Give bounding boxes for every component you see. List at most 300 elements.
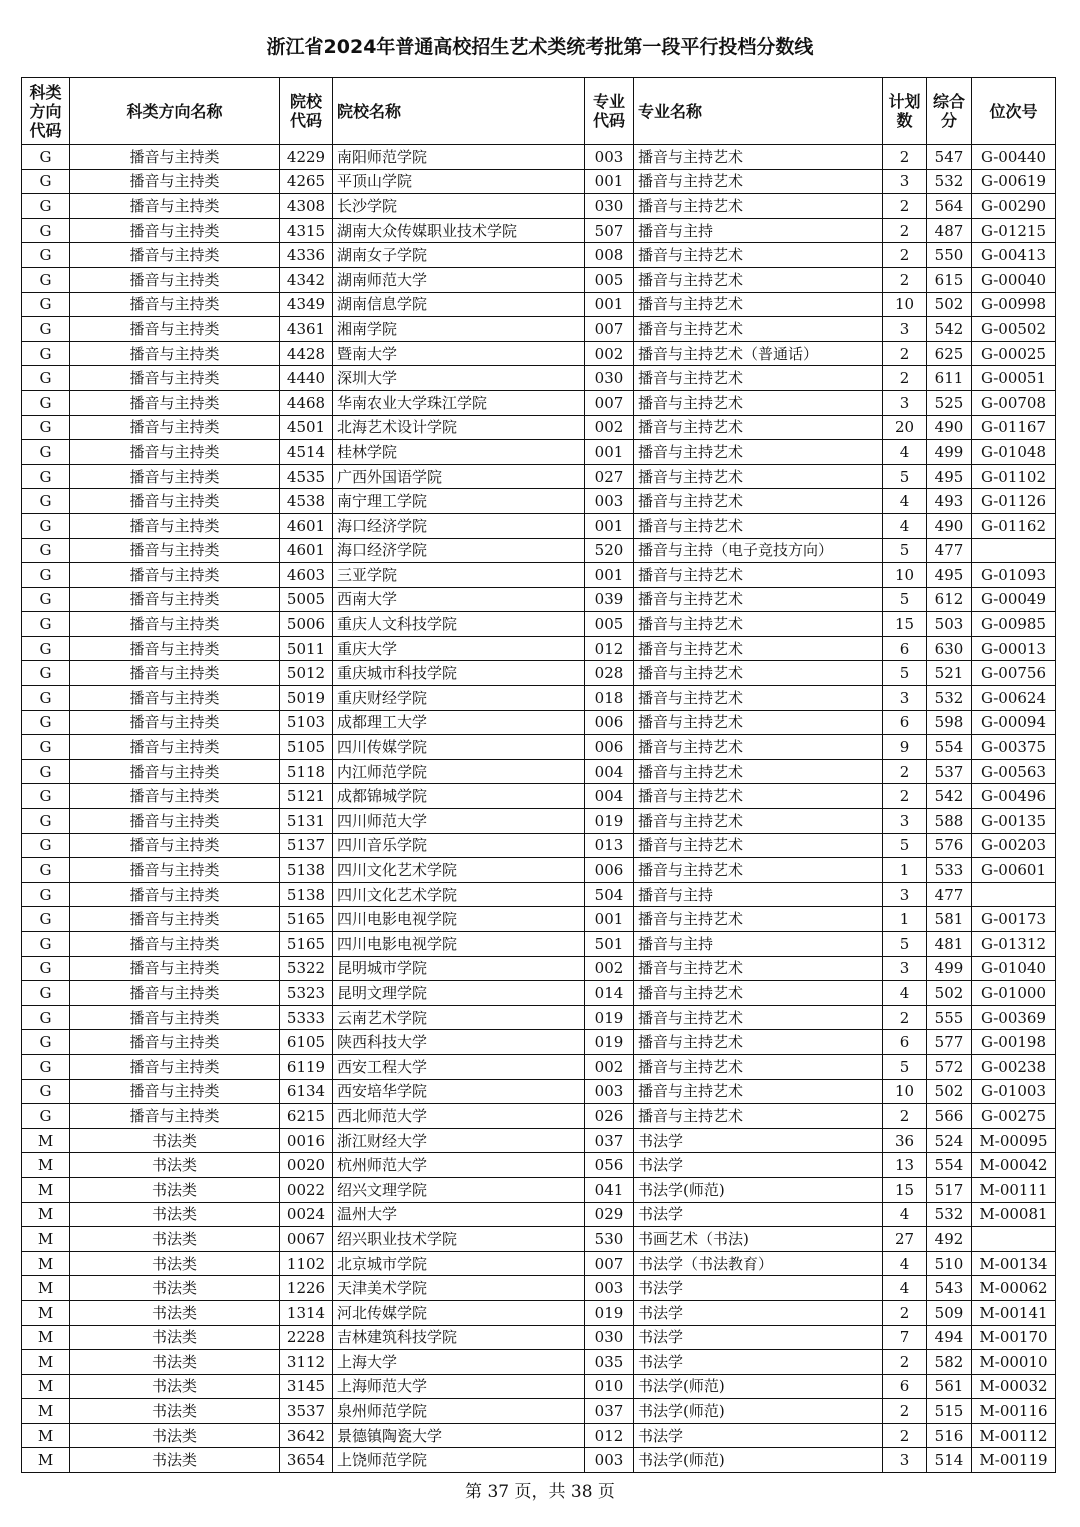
- cell-rank: G-01312: [972, 932, 1056, 957]
- cell-major-code: 007: [585, 1251, 634, 1276]
- cell-plan-count: 2: [883, 366, 927, 391]
- cell-school-name: 四川电影电视学院: [333, 932, 585, 957]
- table-row: [22, 1005, 1056, 1030]
- cell-total-score: 477: [927, 882, 972, 907]
- cell-category-name: 书法类: [70, 1300, 280, 1325]
- cell-category-name: 播音与主持类: [70, 538, 280, 563]
- cell-category-name: 播音与主持类: [70, 956, 280, 981]
- cell-category-name: 播音与主持类: [70, 489, 280, 514]
- table-row: [22, 735, 1056, 760]
- cell-category-code: G: [22, 292, 70, 317]
- cell-total-score: 510: [927, 1251, 972, 1276]
- cell-category-code: M: [22, 1325, 70, 1350]
- cell-school-code: 4468: [280, 390, 333, 415]
- cell-school-code: 4601: [280, 538, 333, 563]
- cell-major-name: 书法学(师范): [634, 1399, 883, 1424]
- cell-category-name: 播音与主持类: [70, 415, 280, 440]
- cell-rank: G-00049: [972, 587, 1056, 612]
- cell-category-name: 播音与主持类: [70, 932, 280, 957]
- cell-major-name: 播音与主持艺术: [634, 686, 883, 711]
- cell-category-name: 播音与主持类: [70, 833, 280, 858]
- cell-school-code: 5165: [280, 907, 333, 932]
- table-row: [22, 710, 1056, 735]
- cell-major-name: 播音与主持艺术: [634, 194, 883, 219]
- cell-plan-count: 3: [883, 390, 927, 415]
- table-row: [22, 784, 1056, 809]
- cell-category-name: 书法类: [70, 1177, 280, 1202]
- cell-total-score: 533: [927, 858, 972, 883]
- cell-major-code: 002: [585, 1054, 634, 1079]
- cell-rank: G-00025: [972, 341, 1056, 366]
- table-row: [22, 489, 1056, 514]
- table-row: [22, 981, 1056, 1006]
- cell-category-code: G: [22, 882, 70, 907]
- cell-category-name: 播音与主持类: [70, 513, 280, 538]
- cell-school-name: 桂林学院: [333, 440, 585, 465]
- cell-major-code: 006: [585, 858, 634, 883]
- cell-plan-count: 4: [883, 1202, 927, 1227]
- cell-category-name: 播音与主持类: [70, 858, 280, 883]
- cell-major-name: 播音与主持艺术: [634, 833, 883, 858]
- cell-plan-count: 5: [883, 932, 927, 957]
- cell-school-code: 2228: [280, 1325, 333, 1350]
- header-rank: 位次号: [972, 78, 1056, 145]
- cell-major-name: 播音与主持: [634, 932, 883, 957]
- cell-plan-count: 2: [883, 759, 927, 784]
- cell-major-name: 播音与主持: [634, 218, 883, 243]
- cell-plan-count: 2: [883, 218, 927, 243]
- cell-school-name: 四川文化艺术学院: [333, 882, 585, 907]
- cell-total-score: 555: [927, 1005, 972, 1030]
- table-row: [22, 1079, 1056, 1104]
- cell-school-code: 1314: [280, 1300, 333, 1325]
- cell-major-code: 029: [585, 1202, 634, 1227]
- cell-major-name: 书画艺术（书法): [634, 1227, 883, 1252]
- cell-plan-count: 5: [883, 464, 927, 489]
- cell-plan-count: 2: [883, 1399, 927, 1424]
- cell-total-score: 537: [927, 759, 972, 784]
- cell-school-code: 3145: [280, 1374, 333, 1399]
- header-plan-count: 计划 数: [883, 78, 927, 145]
- cell-school-name: 绍兴文理学院: [333, 1177, 585, 1202]
- cell-major-name: 播音与主持艺术: [634, 1079, 883, 1104]
- cell-total-score: 494: [927, 1325, 972, 1350]
- table-row: [22, 169, 1056, 194]
- cell-category-name: 播音与主持类: [70, 1030, 280, 1055]
- cell-major-name: 书法学(师范): [634, 1374, 883, 1399]
- cell-school-name: 重庆财经学院: [333, 686, 585, 711]
- cell-total-score: 611: [927, 366, 972, 391]
- cell-rank: G-01000: [972, 981, 1056, 1006]
- cell-category-code: G: [22, 317, 70, 342]
- cell-category-code: M: [22, 1202, 70, 1227]
- cell-major-name: 播音与主持艺术: [634, 489, 883, 514]
- cell-category-code: G: [22, 415, 70, 440]
- cell-major-code: 018: [585, 686, 634, 711]
- cell-school-code: 4349: [280, 292, 333, 317]
- cell-total-score: 509: [927, 1300, 972, 1325]
- cell-plan-count: 10: [883, 292, 927, 317]
- cell-plan-count: 4: [883, 1276, 927, 1301]
- cell-school-code: 5138: [280, 882, 333, 907]
- cell-plan-count: 2: [883, 145, 927, 170]
- cell-category-name: 播音与主持类: [70, 390, 280, 415]
- cell-total-score: 554: [927, 735, 972, 760]
- cell-major-name: 播音与主持艺术: [634, 956, 883, 981]
- cell-major-code: 003: [585, 489, 634, 514]
- cell-school-code: 4315: [280, 218, 333, 243]
- cell-category-name: 书法类: [70, 1374, 280, 1399]
- cell-total-score: 542: [927, 317, 972, 342]
- cell-total-score: 615: [927, 267, 972, 292]
- cell-rank: M-00170: [972, 1325, 1056, 1350]
- cell-category-name: 播音与主持类: [70, 809, 280, 834]
- cell-school-name: 陕西科技大学: [333, 1030, 585, 1055]
- cell-major-code: 039: [585, 587, 634, 612]
- cell-major-code: 019: [585, 809, 634, 834]
- cell-total-score: 516: [927, 1423, 972, 1448]
- cell-school-code: 3654: [280, 1448, 333, 1473]
- cell-category-code: G: [22, 1005, 70, 1030]
- cell-rank: M-00095: [972, 1128, 1056, 1153]
- cell-school-name: 湖南信息学院: [333, 292, 585, 317]
- cell-category-code: M: [22, 1177, 70, 1202]
- cell-rank: G-01126: [972, 489, 1056, 514]
- cell-total-score: 630: [927, 636, 972, 661]
- cell-major-code: 003: [585, 145, 634, 170]
- cell-major-name: 书法学(师范): [634, 1448, 883, 1473]
- cell-category-name: 播音与主持类: [70, 1079, 280, 1104]
- cell-rank: G-00275: [972, 1104, 1056, 1129]
- table-row: [22, 1251, 1056, 1276]
- cell-category-name: 播音与主持类: [70, 710, 280, 735]
- cell-major-code: 520: [585, 538, 634, 563]
- cell-rank: M-00042: [972, 1153, 1056, 1178]
- cell-school-code: 3537: [280, 1399, 333, 1424]
- cell-rank: M-00010: [972, 1350, 1056, 1375]
- cell-rank: G-00998: [972, 292, 1056, 317]
- cell-rank: M-00081: [972, 1202, 1056, 1227]
- cell-rank: [972, 1227, 1056, 1252]
- cell-category-name: 播音与主持类: [70, 563, 280, 588]
- cell-major-code: 007: [585, 317, 634, 342]
- cell-category-code: M: [22, 1128, 70, 1153]
- cell-plan-count: 27: [883, 1227, 927, 1252]
- cell-major-code: 004: [585, 759, 634, 784]
- cell-category-code: G: [22, 981, 70, 1006]
- table-header: [22, 78, 1056, 145]
- cell-category-code: M: [22, 1399, 70, 1424]
- cell-rank: G-00375: [972, 735, 1056, 760]
- cell-category-name: 播音与主持类: [70, 218, 280, 243]
- cell-category-name: 书法类: [70, 1448, 280, 1473]
- table-row: [22, 759, 1056, 784]
- cell-school-name: 上海大学: [333, 1350, 585, 1375]
- cell-major-code: 001: [585, 563, 634, 588]
- cell-rank: M-00116: [972, 1399, 1056, 1424]
- cell-plan-count: 5: [883, 587, 927, 612]
- cell-major-name: 播音与主持艺术: [634, 563, 883, 588]
- cell-major-name: 播音与主持艺术: [634, 243, 883, 268]
- cell-plan-count: 10: [883, 563, 927, 588]
- cell-school-name: 南阳师范学院: [333, 145, 585, 170]
- cell-category-name: 播音与主持类: [70, 145, 280, 170]
- cell-plan-count: 4: [883, 513, 927, 538]
- cell-category-name: 播音与主持类: [70, 194, 280, 219]
- cell-category-code: G: [22, 489, 70, 514]
- cell-category-code: G: [22, 513, 70, 538]
- cell-major-code: 030: [585, 366, 634, 391]
- cell-category-code: M: [22, 1448, 70, 1473]
- cell-total-score: 481: [927, 932, 972, 957]
- cell-category-name: 书法类: [70, 1202, 280, 1227]
- cell-total-score: 598: [927, 710, 972, 735]
- cell-rank: G-00708: [972, 390, 1056, 415]
- cell-school-code: 5323: [280, 981, 333, 1006]
- cell-rank: G-01215: [972, 218, 1056, 243]
- cell-category-code: G: [22, 710, 70, 735]
- cell-school-code: 0022: [280, 1177, 333, 1202]
- table-row: [22, 390, 1056, 415]
- table-row: [22, 587, 1056, 612]
- cell-rank: G-00135: [972, 809, 1056, 834]
- cell-rank: M-00111: [972, 1177, 1056, 1202]
- cell-school-code: 5019: [280, 686, 333, 711]
- table-row: [22, 341, 1056, 366]
- cell-major-name: 播音与主持艺术: [634, 1054, 883, 1079]
- cell-school-name: 重庆大学: [333, 636, 585, 661]
- cell-major-code: 504: [585, 882, 634, 907]
- cell-school-code: 4601: [280, 513, 333, 538]
- cell-major-name: 播音与主持艺术: [634, 661, 883, 686]
- cell-school-code: 4428: [280, 341, 333, 366]
- cell-category-code: M: [22, 1374, 70, 1399]
- cell-major-code: 003: [585, 1276, 634, 1301]
- cell-rank: G-00238: [972, 1054, 1056, 1079]
- header-school-name: 院校名称: [333, 78, 585, 145]
- cell-rank: G-00173: [972, 907, 1056, 932]
- cell-total-score: 582: [927, 1350, 972, 1375]
- cell-school-code: 5006: [280, 612, 333, 637]
- cell-school-name: 北京城市学院: [333, 1251, 585, 1276]
- cell-category-code: M: [22, 1423, 70, 1448]
- cell-plan-count: 2: [883, 267, 927, 292]
- cell-major-name: 书法学(师范): [634, 1177, 883, 1202]
- cell-school-name: 广西外国语学院: [333, 464, 585, 489]
- cell-school-name: 上海师范大学: [333, 1374, 585, 1399]
- cell-major-code: 035: [585, 1350, 634, 1375]
- cell-school-name: 西安培华学院: [333, 1079, 585, 1104]
- cell-school-name: 湖南女子学院: [333, 243, 585, 268]
- cell-school-code: 0024: [280, 1202, 333, 1227]
- cell-rank: G-00756: [972, 661, 1056, 686]
- cell-category-code: G: [22, 563, 70, 588]
- cell-major-code: 026: [585, 1104, 634, 1129]
- cell-rank: M-00141: [972, 1300, 1056, 1325]
- cell-rank: G-00203: [972, 833, 1056, 858]
- cell-plan-count: 9: [883, 735, 927, 760]
- cell-major-name: 书法学: [634, 1423, 883, 1448]
- cell-category-code: G: [22, 932, 70, 957]
- cell-total-score: 499: [927, 956, 972, 981]
- cell-category-code: G: [22, 784, 70, 809]
- cell-school-name: 云南艺术学院: [333, 1005, 585, 1030]
- cell-major-name: 书法学: [634, 1276, 883, 1301]
- cell-category-name: 书法类: [70, 1325, 280, 1350]
- header-row: [22, 78, 1056, 145]
- cell-major-code: 001: [585, 440, 634, 465]
- cell-school-name: 重庆城市科技学院: [333, 661, 585, 686]
- cell-rank: [972, 538, 1056, 563]
- cell-school-code: 4535: [280, 464, 333, 489]
- table-row: [22, 1030, 1056, 1055]
- cell-total-score: 503: [927, 612, 972, 637]
- cell-school-code: 4514: [280, 440, 333, 465]
- cell-major-code: 014: [585, 981, 634, 1006]
- cell-school-name: 四川传媒学院: [333, 735, 585, 760]
- cell-rank: M-00134: [972, 1251, 1056, 1276]
- cell-school-code: 5131: [280, 809, 333, 834]
- cell-major-name: 书法学: [634, 1153, 883, 1178]
- cell-school-code: 4603: [280, 563, 333, 588]
- cell-category-name: 播音与主持类: [70, 1104, 280, 1129]
- cell-plan-count: 2: [883, 1350, 927, 1375]
- cell-total-score: 499: [927, 440, 972, 465]
- cell-total-score: 554: [927, 1153, 972, 1178]
- cell-total-score: 564: [927, 194, 972, 219]
- cell-school-code: 1102: [280, 1251, 333, 1276]
- cell-major-name: 播音与主持艺术: [634, 981, 883, 1006]
- table-row: [22, 440, 1056, 465]
- cell-category-name: 播音与主持类: [70, 292, 280, 317]
- cell-category-code: G: [22, 390, 70, 415]
- cell-category-name: 播音与主持类: [70, 686, 280, 711]
- cell-plan-count: 36: [883, 1128, 927, 1153]
- cell-major-name: 播音与主持艺术: [634, 636, 883, 661]
- table-row: [22, 833, 1056, 858]
- cell-school-name: 长沙学院: [333, 194, 585, 219]
- cell-plan-count: 3: [883, 882, 927, 907]
- cell-major-code: 010: [585, 1374, 634, 1399]
- cell-total-score: 490: [927, 513, 972, 538]
- table-row: [22, 1374, 1056, 1399]
- cell-total-score: 625: [927, 341, 972, 366]
- cell-total-score: 612: [927, 587, 972, 612]
- cell-school-name: 杭州师范大学: [333, 1153, 585, 1178]
- cell-category-code: M: [22, 1350, 70, 1375]
- table-row: [22, 292, 1056, 317]
- table-row: [22, 956, 1056, 981]
- cell-plan-count: 4: [883, 981, 927, 1006]
- cell-category-name: 书法类: [70, 1128, 280, 1153]
- cell-major-name: 播音与主持艺术: [634, 784, 883, 809]
- table-row: [22, 563, 1056, 588]
- table-row: [22, 1128, 1056, 1153]
- cell-plan-count: 2: [883, 194, 927, 219]
- cell-major-name: 书法学: [634, 1300, 883, 1325]
- cell-school-name: 湖南大众传媒职业技术学院: [333, 218, 585, 243]
- cell-total-score: 492: [927, 1227, 972, 1252]
- cell-major-name: 书法学: [634, 1350, 883, 1375]
- table-row: [22, 513, 1056, 538]
- cell-major-code: 037: [585, 1128, 634, 1153]
- cell-school-code: 0016: [280, 1128, 333, 1153]
- cell-total-score: 502: [927, 981, 972, 1006]
- cell-category-code: G: [22, 833, 70, 858]
- cell-category-code: G: [22, 907, 70, 932]
- cell-rank: G-00290: [972, 194, 1056, 219]
- cell-major-code: 002: [585, 341, 634, 366]
- cell-category-code: G: [22, 145, 70, 170]
- cell-major-name: 播音与主持艺术: [634, 907, 883, 932]
- cell-plan-count: 5: [883, 538, 927, 563]
- cell-rank: G-01048: [972, 440, 1056, 465]
- cell-major-name: 书法学: [634, 1202, 883, 1227]
- table-row: [22, 858, 1056, 883]
- cell-category-name: 播音与主持类: [70, 366, 280, 391]
- header-category-name: 科类方向名称: [70, 78, 280, 145]
- cell-category-code: G: [22, 538, 70, 563]
- cell-school-code: 0020: [280, 1153, 333, 1178]
- cell-total-score: 542: [927, 784, 972, 809]
- cell-total-score: 532: [927, 1202, 972, 1227]
- cell-major-code: 003: [585, 1079, 634, 1104]
- cell-major-name: 播音与主持艺术: [634, 169, 883, 194]
- cell-plan-count: 4: [883, 1251, 927, 1276]
- cell-school-name: 湘南学院: [333, 317, 585, 342]
- cell-major-name: 书法学: [634, 1128, 883, 1153]
- cell-category-code: G: [22, 1030, 70, 1055]
- cell-plan-count: 4: [883, 489, 927, 514]
- cell-school-name: 海口经济学院: [333, 538, 585, 563]
- cell-school-name: 上饶师范学院: [333, 1448, 585, 1473]
- cell-rank: G-01102: [972, 464, 1056, 489]
- table-row: [22, 686, 1056, 711]
- cell-school-code: 4336: [280, 243, 333, 268]
- cell-school-code: 4538: [280, 489, 333, 514]
- cell-school-name: 西安工程大学: [333, 1054, 585, 1079]
- cell-category-name: 播音与主持类: [70, 464, 280, 489]
- cell-plan-count: 10: [883, 1079, 927, 1104]
- cell-category-name: 播音与主持类: [70, 981, 280, 1006]
- cell-school-code: 5012: [280, 661, 333, 686]
- header-major-code: 专业 代码: [585, 78, 634, 145]
- cell-school-name: 泉州师范学院: [333, 1399, 585, 1424]
- table-row: [22, 415, 1056, 440]
- cell-plan-count: 3: [883, 317, 927, 342]
- cell-major-code: 019: [585, 1030, 634, 1055]
- cell-major-name: 播音与主持艺术: [634, 390, 883, 415]
- cell-school-name: 四川电影电视学院: [333, 907, 585, 932]
- cell-category-code: M: [22, 1251, 70, 1276]
- cell-major-code: 001: [585, 169, 634, 194]
- cell-category-name: 播音与主持类: [70, 784, 280, 809]
- cell-major-code: 056: [585, 1153, 634, 1178]
- cell-major-name: 播音与主持: [634, 882, 883, 907]
- cell-major-code: 001: [585, 513, 634, 538]
- cell-plan-count: 5: [883, 661, 927, 686]
- cell-total-score: 550: [927, 243, 972, 268]
- cell-major-code: 030: [585, 194, 634, 219]
- cell-school-code: 3642: [280, 1423, 333, 1448]
- cell-major-code: 037: [585, 1399, 634, 1424]
- cell-category-code: G: [22, 267, 70, 292]
- cell-major-code: 507: [585, 218, 634, 243]
- cell-major-code: 027: [585, 464, 634, 489]
- cell-category-code: M: [22, 1153, 70, 1178]
- cell-school-code: 4501: [280, 415, 333, 440]
- cell-major-name: 播音与主持艺术（普通话）: [634, 341, 883, 366]
